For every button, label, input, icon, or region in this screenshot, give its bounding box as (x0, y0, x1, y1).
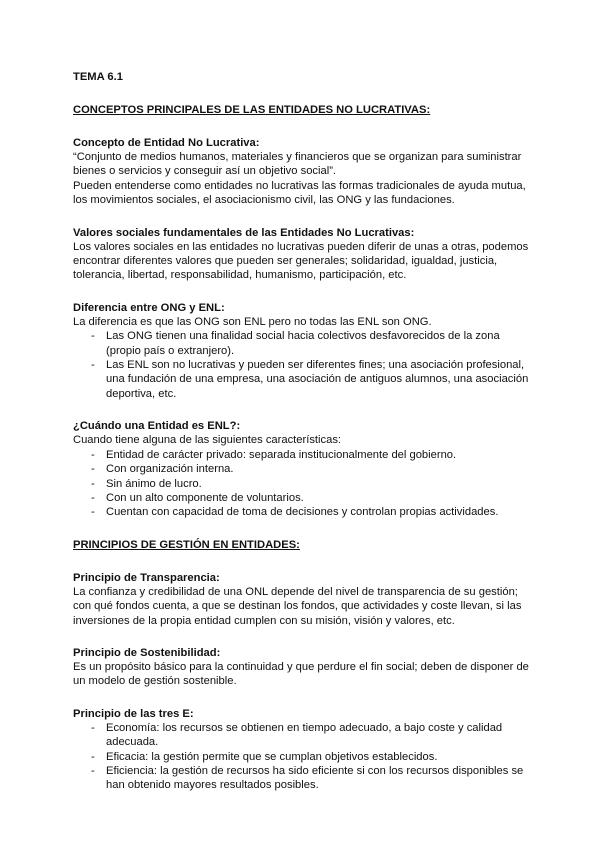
section-heading-conceptos: CONCEPTOS PRINCIPALES DE LAS ENTIDADES NO LUCRATIVAS: (73, 104, 431, 116)
transparencia-text: La confianza y credibilidad de una ONL depende del nivel de transparencia de su gestión; con qué fondos cuenta, a que se destinan los fondos, que actividades y coste llevan, si las inversiones de la propia entidad cumplen con su misión, visión y valores, etc. (73, 585, 522, 627)
tres-e-heading: Principio de las tres E: (73, 707, 194, 720)
concepto-quote: “Conjunto de medios humanos, materiales y financieros que se organizan para suministrar bienes o servicios y conseguir así un objetivo social”. (73, 151, 522, 178)
concepto-block (73, 136, 530, 208)
diferencia-list (73, 329, 530, 401)
tres-e-list (73, 721, 530, 793)
list-item: - Eficacia: la gestión permite que se cumplan objetivos establecidos. (73, 750, 530, 764)
sostenibilidad-text: Es un propósito básico para la continuidad y que perdure el fin social; deben de disponer de un modelo de gestión sostenible. (73, 660, 529, 688)
list-item: - Cuentan con capacidad de toma de decisiones y controlan propias actividades. (73, 505, 530, 519)
valores-text: Los valores sociales en las entidades no lucrativas pueden diferir de unas a otras, podemos encontrar diferentes valores que pueden ser generales; solidaridad, igualdad, justicia, tolerancia, libertad, responsabilidad, humanismo, participación, etc. (73, 240, 529, 282)
list-item: - Con organización interna. (73, 462, 530, 476)
sostenibilidad-heading: Principio de Sostenibilidad: (73, 646, 221, 659)
transparencia-block (73, 571, 530, 628)
list-item: - Las ENL son no lucrativas y pueden ser diferentes fines; una asociación profesional, una fundación de una empresa, una asociación de antiguos alumnos, una asociación deportiva, etc. (73, 358, 530, 401)
page-title: TEMA 6.1 (73, 71, 123, 83)
list-item: - Eficiencia: la gestión de recursos ha sido eficiente si con los recursos disponibles se han obtenido mayores resultados posibles. (73, 764, 530, 793)
transparencia-heading: Principio de Transparencia: (73, 571, 220, 584)
list-item: - Entidad de carácter privado: separada institucionalmente del gobierno. (73, 448, 530, 462)
list-item: - Sin ánimo de lucro. (73, 477, 530, 491)
list-item: - Las ONG tienen una finalidad social hacia colectivos desfavorecidos de la zona (propio país o extranjero). (73, 329, 530, 358)
valores-heading: Valores sociales fundamentales de las Entidades No Lucrativas: (73, 226, 415, 239)
diferencia-heading: Diferencia entre ONG y ENL: (73, 301, 225, 314)
list-item: - Economía: los recursos se obtienen en tiempo adecuado, a bajo coste y calidad adecuada. (73, 721, 530, 750)
section-heading-principios: PRINCIPIOS DE GESTIÓN EN ENTIDADES: (73, 538, 300, 551)
cuando-text: Cuando tiene alguna de las siguientes características: (73, 434, 342, 447)
concepto-heading: Concepto de Entidad No Lucrativa: (73, 137, 260, 149)
diferencia-text: La diferencia es que las ONG son ENL pero no todas las ENL son ONG. (73, 315, 432, 328)
list-item: - Con un alto componente de voluntarios. (73, 491, 530, 505)
cuando-block (73, 419, 530, 519)
tres-e-block (73, 707, 530, 793)
concepto-text: Pueden entenderse como entidades no lucrativas las formas tradicionales de ayuda mutua, los movimientos sociales, el asociacionismo civil, las ONG y las fundaciones. (73, 179, 526, 207)
sostenibilidad-block (73, 646, 530, 689)
diferencia-block (73, 301, 530, 401)
cuando-list (73, 448, 530, 520)
cuando-heading: ¿Cuándo una Entidad es ENL?: (73, 420, 241, 433)
valores-block (73, 226, 530, 283)
